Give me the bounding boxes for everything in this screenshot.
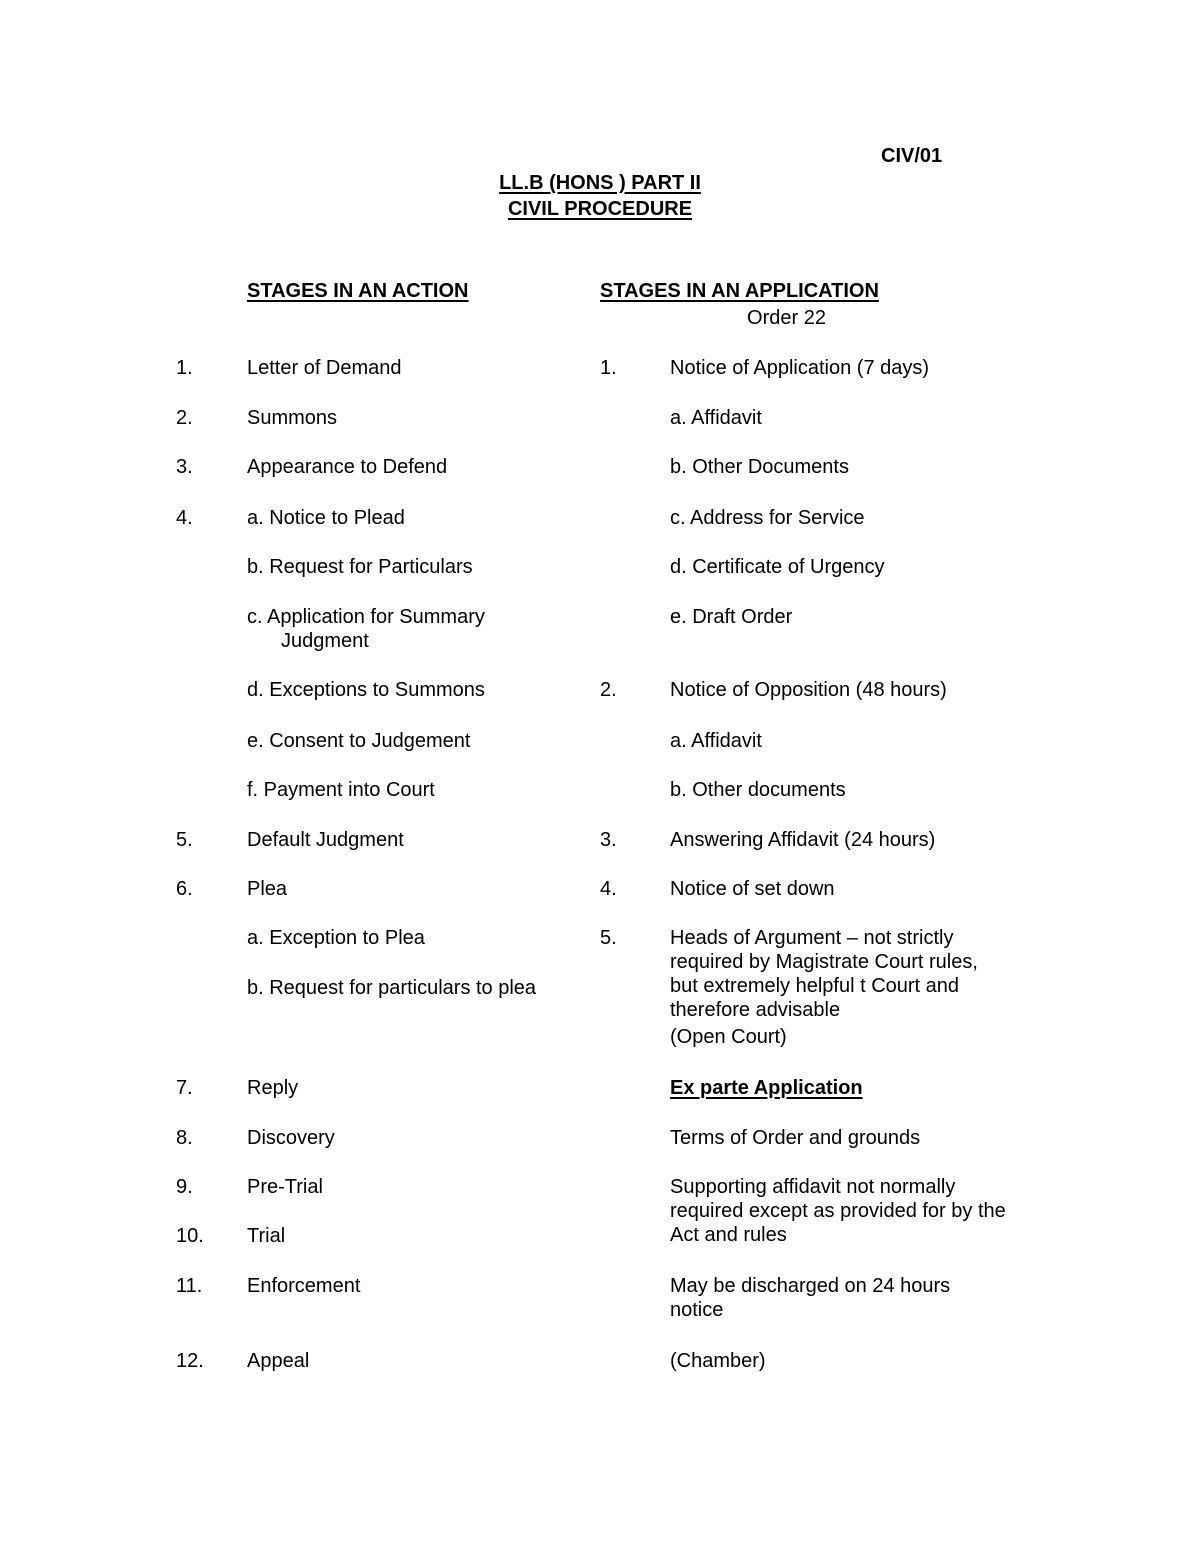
application-subitem-text: b. Other documents [670,779,846,801]
action-item-number: 4. [176,507,193,529]
application-item-text: Notice of set down [670,878,835,900]
action-subitem-text: b. Request for Particulars [247,556,473,578]
application-subitem-text: d. Certificate of Urgency [670,556,885,578]
application-subitem-text: b. Other Documents [670,456,849,478]
action-item-text: Appeal [247,1350,310,1372]
application-item-number: 1. [600,357,617,379]
action-item-text: Pre-Trial [247,1176,323,1198]
action-item-number: 11. [176,1275,203,1297]
action-subitem-text: b. Request for particulars to plea [247,977,537,999]
application-subheading: Order 22 [747,307,826,329]
action-item-text: Plea [247,878,288,900]
ex-parte-item: Terms of Order and grounds [670,1127,921,1149]
action-item-text: Enforcement [247,1275,361,1297]
action-item-text: Trial [247,1225,286,1247]
application-item-note: (Open Court) [670,1026,787,1048]
action-item-number: 5. [176,829,193,851]
application-item-number: 3. [600,829,617,851]
action-item-number: 2. [176,407,193,429]
document-subtitle: CIVIL PROCEDURE [507,198,693,220]
action-item-text: Letter of Demand [247,357,402,379]
action-item-number: 10. [176,1225,204,1247]
application-heading: STAGES IN AN APPLICATION [600,280,879,302]
ex-parte-item: Supporting affidavit not normally required except as provided for by the Act and rules [670,1176,1006,1246]
document-title: LL.B (HONS ) PART II [499,172,701,194]
document-code: CIV/01 [881,145,943,167]
application-subitem-text: c. Address for Service [670,507,865,529]
action-item-number: 7. [176,1077,193,1099]
application-subitem-text: a. Affidavit [670,730,762,752]
application-item-text: Answering Affidavit (24 hours) [670,829,936,851]
action-item-text: Summons [247,407,338,429]
action-item-text: Reply [247,1077,299,1099]
application-item-text: Notice of Opposition (48 hours) [670,679,947,701]
action-subitem-text: f. Payment into Court [247,779,435,801]
application-item-number: 5. [600,927,617,949]
application-item-text: Notice of Application (7 days) [670,357,930,379]
ex-parte-heading: Ex parte Application [670,1077,863,1099]
ex-parte-item: May be discharged on 24 hours notice [670,1275,951,1321]
action-item-text: Appearance to Defend [247,456,448,478]
application-subitem-text: a. Affidavit [670,407,762,429]
application-item-text: Heads of Argument – not strictly required by Magistrate Court rules, but extremely helpful t Court and therefore advisable [670,927,978,1021]
action-item-number: 8. [176,1127,193,1149]
application-item-number: 4. [600,878,617,900]
application-item-number: 2. [600,679,617,701]
ex-parte-item: (Chamber) [670,1350,766,1372]
action-item-text: a. Notice to Plead [247,507,405,529]
action-subitem-text: d. Exceptions to Summons [247,679,485,701]
action-item-text: Discovery [247,1127,335,1149]
action-item-number: 3. [176,456,193,478]
action-item-number: 9. [176,1176,193,1198]
action-subitem-text: c. Application for Summary [247,606,485,628]
action-subitem-text: e. Consent to Judgement [247,730,471,752]
action-item-number: 6. [176,878,193,900]
action-item-text: Default Judgment [247,829,404,851]
action-subitem-text: a. Exception to Plea [247,927,425,949]
application-subitem-text: e. Draft Order [670,606,793,628]
action-heading: STAGES IN AN ACTION [247,280,469,302]
action-item-number: 12. [176,1350,204,1372]
action-subitem-continuation: Judgment [281,630,369,652]
action-item-number: 1. [176,357,193,379]
